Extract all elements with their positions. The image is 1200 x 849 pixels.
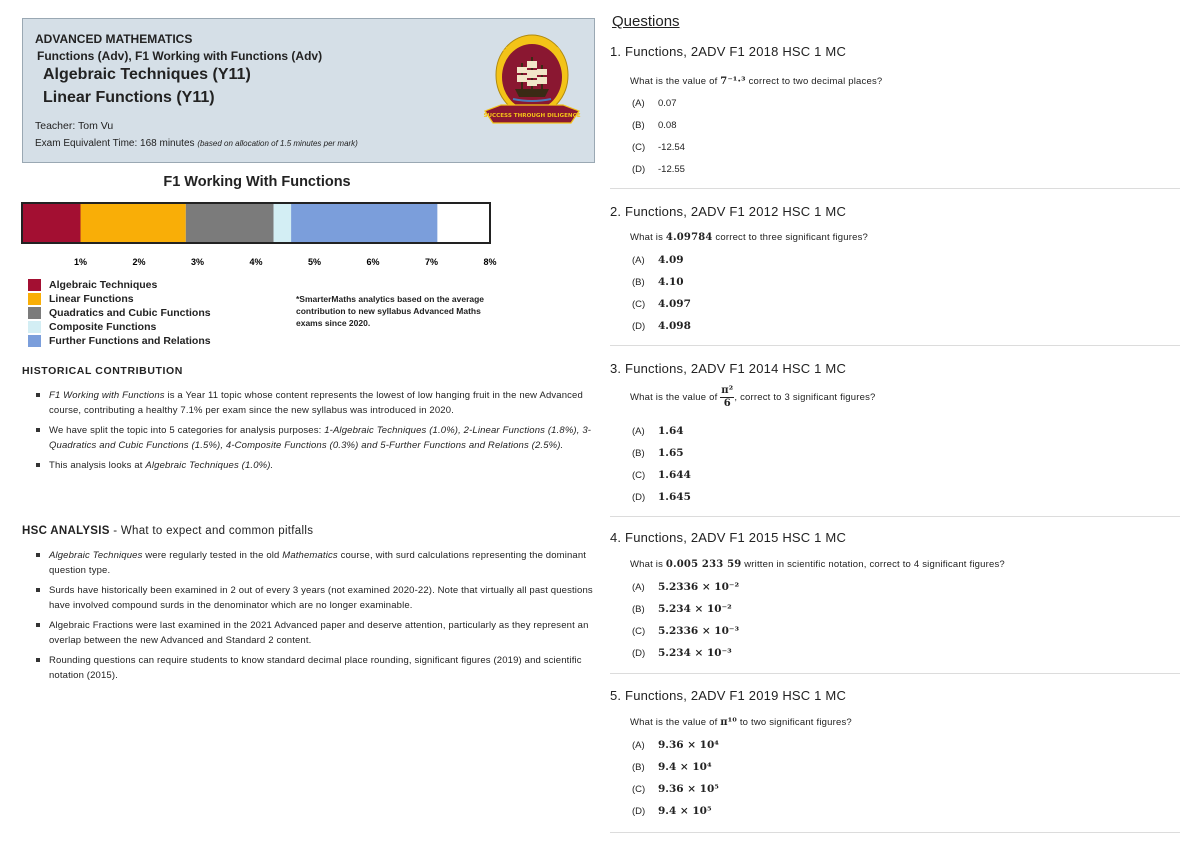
option-b[interactable]: (B) 5.234 × 10⁻² xyxy=(632,603,732,615)
question-stem: What is the value of π¹⁰ to two significant figures? xyxy=(630,717,852,728)
topic-line: Functions (Adv), F1 Working with Functions (Adv) xyxy=(37,49,323,63)
teacher-label: Teacher: xyxy=(35,120,76,132)
legend-swatch xyxy=(28,321,41,333)
divider xyxy=(610,673,1180,674)
list-item: Rounding questions can require students to know standard decimal place rounding, significant figures (2019) and scientific notation (2015). xyxy=(36,653,598,683)
chart-footnote: *SmarterMaths analytics based on the average contribution to new syllabus Advanced Maths exams since 2020. xyxy=(296,294,485,328)
exam-time-value: 168 minutes xyxy=(140,138,195,149)
school-crest-logo xyxy=(481,27,583,131)
legend-label: Algebraic Techniques xyxy=(49,279,158,291)
divider xyxy=(610,516,1180,517)
list-item: This analysis looks at Algebraic Techniques (1.0%). xyxy=(36,458,598,473)
bar-segment-2 xyxy=(81,203,186,243)
option-a[interactable]: (A) 4.09 xyxy=(632,254,684,266)
question-2 xyxy=(610,204,1180,332)
legend-swatch xyxy=(28,293,41,305)
legend-label: Further Functions and Relations xyxy=(49,335,211,347)
x-tick-label: 7% xyxy=(424,257,439,267)
legend-swatch xyxy=(28,307,41,319)
question-title: 4. Functions, 2ADV F1 2015 HSC 1 MC xyxy=(610,530,847,545)
option-d[interactable]: (D) 5.234 × 10⁻³ xyxy=(632,647,732,659)
x-tick-label: 5% xyxy=(307,257,322,267)
subtopic-2: Linear Functions (Y11) xyxy=(43,89,215,106)
list-item: Surds have historically been examined in 2 out of every 3 years (not examined 2020-22). Note that virtually all past questions have involved compound surds in the denominator which are no longer examinable. xyxy=(36,583,598,613)
divider xyxy=(610,832,1180,833)
list-item: Algebraic Techniques were regularly tested in the old Mathematics course, with surd calculations representing the dominant question type. xyxy=(36,548,598,578)
bar-segment-3 xyxy=(186,203,274,243)
question-title: 1. Functions, 2ADV F1 2018 HSC 1 MC xyxy=(610,44,847,59)
legend-label: Composite Functions xyxy=(49,321,157,333)
square-bullet-icon xyxy=(36,553,40,557)
svg-text:NORTHMEAD: NORTHMEAD xyxy=(501,35,563,57)
question-5 xyxy=(610,688,1180,817)
historical-heading: HISTORICAL CONTRIBUTION xyxy=(22,365,183,377)
square-bullet-icon xyxy=(36,658,40,662)
historical-list xyxy=(36,388,598,478)
option-a[interactable]: (A) 9.36 × 10⁴ xyxy=(632,739,719,751)
square-bullet-icon xyxy=(36,623,40,627)
legend-label: Linear Functions xyxy=(49,293,134,305)
teacher-name: Tom Vu xyxy=(78,120,114,132)
option-c[interactable]: (C) 5.2336 × 10⁻³ xyxy=(632,625,740,637)
divider xyxy=(610,345,1180,346)
exam-time-line xyxy=(35,138,358,149)
option-b[interactable]: (B) 1.65 xyxy=(632,447,684,459)
square-bullet-icon xyxy=(36,463,40,467)
legend-label: Quadratics and Cubic Functions xyxy=(49,307,211,319)
option-c[interactable]: (C) -12.54 xyxy=(632,142,685,153)
list-item: Algebraic Fractions were last examined in the 2021 Advanced paper and deserve attention, particularly as they represent an overlap between the new Advanced and Standard 2 content. xyxy=(36,618,598,648)
question-stem: What is the value of 7⁻¹·³ correct to two decimal places? xyxy=(630,76,883,87)
bar-segment-4 xyxy=(274,203,292,243)
question-stem: What is 0.005 233 59 written in scientific notation, correct to 4 significant figures? xyxy=(630,559,1005,570)
question-3 xyxy=(610,361,1180,503)
option-d[interactable]: (D) 9.4 × 10⁵ xyxy=(632,805,712,817)
question-4 xyxy=(610,530,1180,659)
option-c[interactable]: (C) 1.644 xyxy=(632,469,691,481)
question-title: 2. Functions, 2ADV F1 2012 HSC 1 MC xyxy=(610,204,847,219)
option-a[interactable]: (A) 5.2336 × 10⁻² xyxy=(632,581,740,593)
square-bullet-icon xyxy=(36,588,40,592)
legend-item xyxy=(28,320,211,334)
option-b[interactable]: (B) 4.10 xyxy=(632,276,684,288)
x-tick-label: 3% xyxy=(190,257,205,267)
svg-text:SUCCESS THROUGH DILIGENCE: SUCCESS THROUGH DILIGENCE xyxy=(483,113,581,119)
chart-legend xyxy=(28,278,211,348)
teacher-line xyxy=(35,120,113,132)
option-c[interactable]: (C) 9.36 × 10⁵ xyxy=(632,783,719,795)
bar-segment-1 xyxy=(22,203,81,243)
square-bullet-icon xyxy=(36,393,40,397)
x-tick-label: 6% xyxy=(366,257,380,267)
questions-heading: Questions xyxy=(612,13,680,30)
x-tick-label: 1% xyxy=(73,257,88,267)
option-d[interactable]: (D) 4.098 xyxy=(632,320,691,332)
divider xyxy=(610,188,1180,189)
exam-time-label: Exam Equivalent Time: xyxy=(35,138,138,149)
option-d[interactable]: (D) 1.645 xyxy=(632,491,691,503)
x-tick-label: 4% xyxy=(249,257,263,267)
exam-time-note: (based on allocation of 1.5 minutes per mark) xyxy=(197,139,358,148)
hsc-analysis-list xyxy=(36,548,598,688)
option-a[interactable]: (A) 1.64 xyxy=(632,425,684,437)
option-a[interactable]: (A) 0.07 xyxy=(632,98,677,109)
legend-item xyxy=(28,334,211,348)
question-stem: What is the value of $\frac{\text{π²}}{6}$ , correct to 3 significant figures? xyxy=(630,385,876,409)
list-item: F1 Working with Functions is a Year 11 topic whose content represents the lowest of low hanging fruit in the new Advanced course, contributing a healthy 7.1% per exam since the new syllabus was introduced in 2020. xyxy=(36,388,598,418)
x-tick-label: 2% xyxy=(132,257,146,267)
list-item: We have split the topic into 5 categories for analysis purposes: 1-Algebraic Techniques (1.0%), 2-Linear Functions (1.8%), 3-Quadratics and Cubic Functions (1.5%), 4-Composite Functions (0.3%) and 5-Further Functions and Relations (2.5%). xyxy=(36,423,598,453)
hsc-analysis-heading: HSC ANALYSIS - What to expect and common pitfalls xyxy=(22,525,314,537)
stacked-bar-chart xyxy=(20,201,500,273)
option-d[interactable]: (D) -12.55 xyxy=(632,164,685,175)
subject-title: ADVANCED MATHEMATICS xyxy=(35,32,193,46)
legend-swatch xyxy=(28,335,41,347)
legend-item xyxy=(28,306,211,320)
option-b[interactable]: (B) 9.4 × 10⁴ xyxy=(632,761,712,773)
question-stem: What is 4.09784 correct to three significant figures? xyxy=(630,232,869,243)
legend-item xyxy=(28,278,211,292)
x-tick-label: 8% xyxy=(483,257,497,267)
square-bullet-icon xyxy=(36,428,40,432)
legend-swatch xyxy=(28,279,41,291)
question-title: 3. Functions, 2ADV F1 2014 HSC 1 MC xyxy=(610,361,847,376)
option-c[interactable]: (C) 4.097 xyxy=(632,298,691,310)
option-b[interactable]: (B) 0.08 xyxy=(632,120,677,131)
chart-title: F1 Working With Functions xyxy=(163,174,351,190)
question-1 xyxy=(610,44,1180,175)
bar-segment-5 xyxy=(291,203,437,243)
header-panel xyxy=(22,18,595,163)
subtopic-1: Algebraic Techniques (Y11) xyxy=(43,66,251,83)
legend-item xyxy=(28,292,211,306)
question-title: 5. Functions, 2ADV F1 2019 HSC 1 MC xyxy=(610,688,847,703)
